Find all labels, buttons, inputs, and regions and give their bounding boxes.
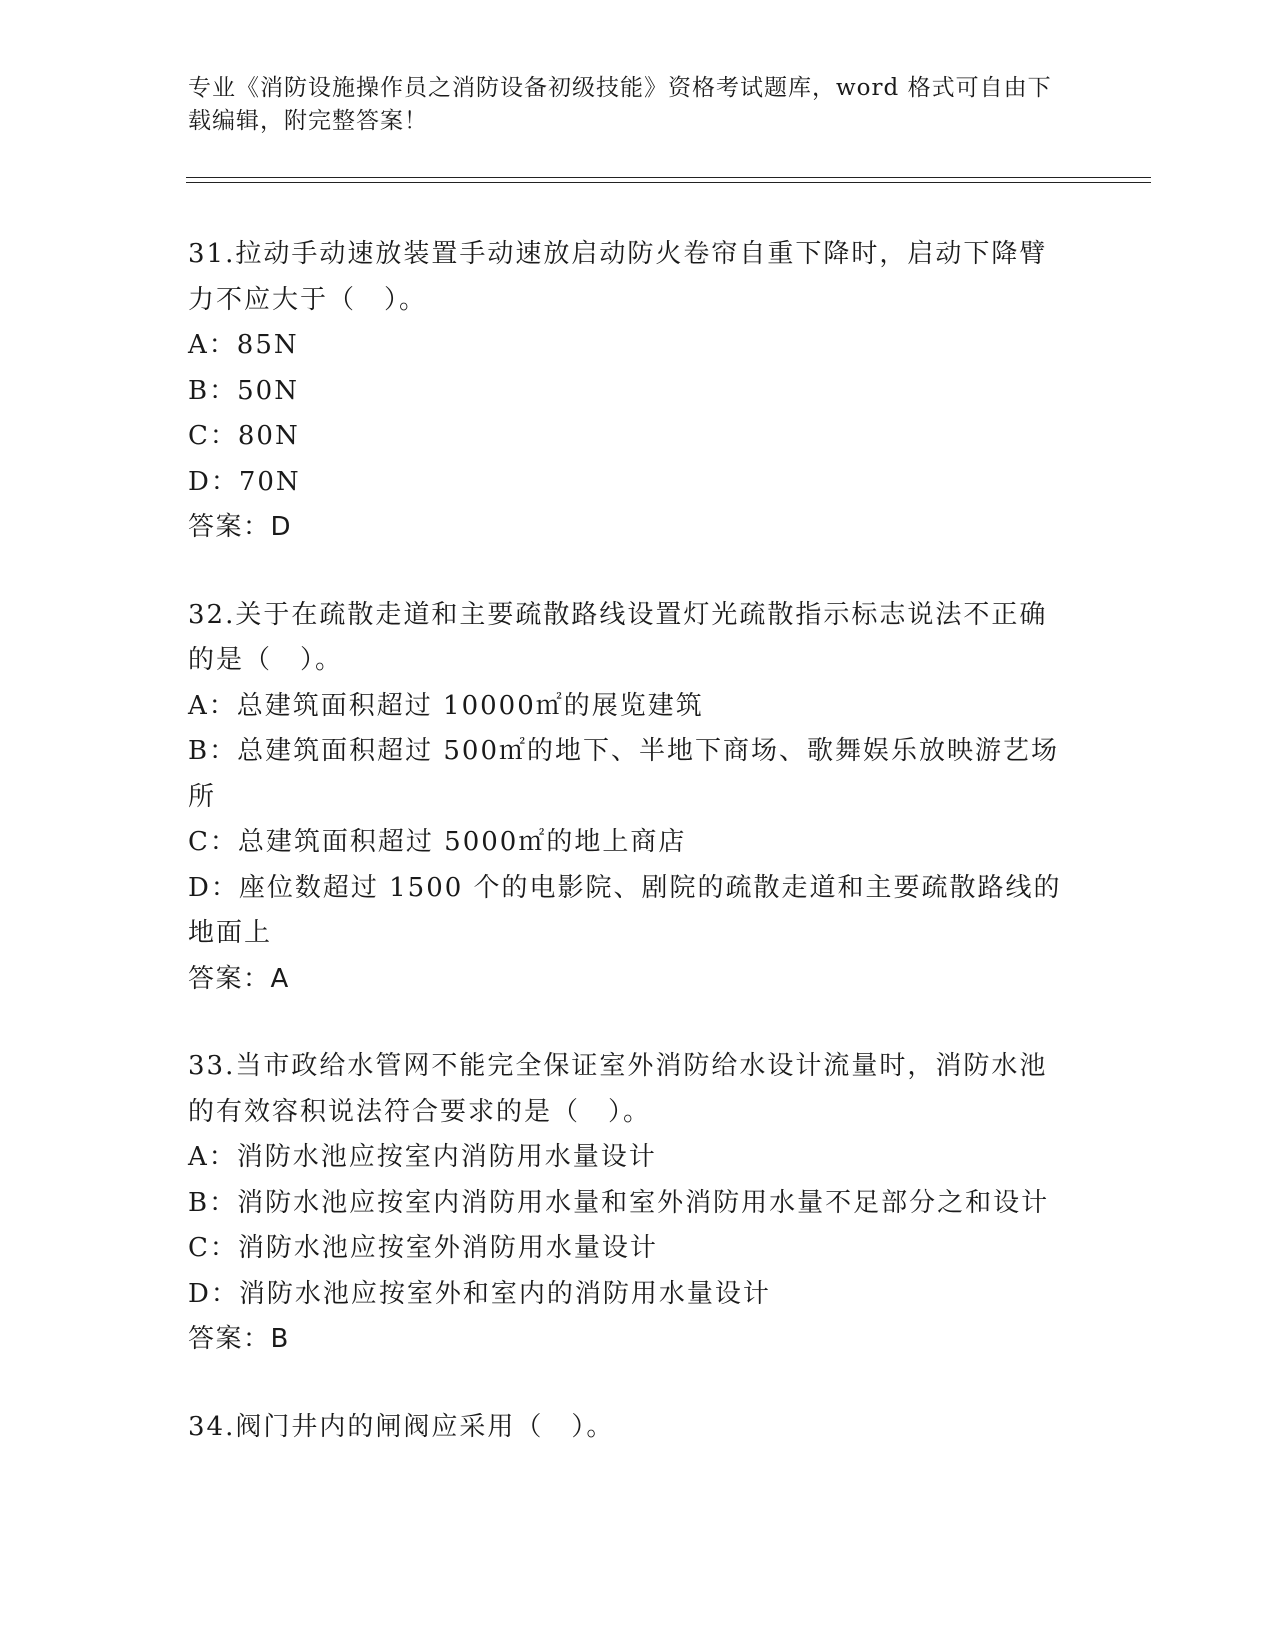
answer: 答案：B [188,1324,290,1354]
answer: 答案：A [188,963,290,994]
document-header: 专业《消防设施操作员之消防设备初级技能》资格考试题库，word 格式可自由下载编辑，附完整答案！ [188,75,1052,134]
option-d: D：消防水池应按室外和室内的消防用水量设计 [188,1278,771,1309]
question-text: 34.阀门井内的闸阀应采用（ ）。 [188,1411,615,1442]
option-a: A：总建筑面积超过 10000㎡的展览建筑 [188,690,704,721]
option-c: C：消防水池应按室外消防用水量设计 [188,1233,658,1263]
question-text: 33.当市政给水管网不能完全保证室外消防给水设计流量时，消防水池的有效容积说法符合要求的是（ ）。 [188,1051,1048,1127]
option-d: D：座位数超过 1500 个的电影院、剧院的疏散走道和主要疏散路线的地面上 [188,872,1062,948]
question-list [188,232,1068,1492]
question-text: 31.拉动手动速放装置手动速放启动防火卷帘自重下降时，启动下降臂力不应大于（ ）。 [188,239,1048,315]
question-33 [188,1044,1068,1363]
question-text: 32.关于在疏散走道和主要疏散路线设置灯光疏散指示标志说法不正确的是（ ）。 [188,599,1048,675]
option-b: B：消防水池应按室内消防用水量和室外消防用水量不足部分之和设计 [188,1187,1050,1218]
answer: 答案：D [188,512,293,542]
option-d: D：70N [188,466,301,497]
question-32 [188,593,1068,1003]
question-31 [188,232,1068,551]
header-divider-top [186,177,1151,178]
option-b: B：50N [188,375,299,406]
option-b: B：总建筑面积超过 500㎡的地下、半地下商场、歌舞娱乐放映游艺场所 [188,736,1059,812]
question-34 [188,1405,1068,1451]
header-divider-bottom [186,182,1151,183]
option-c: C：80N [188,421,300,451]
option-c: C：总建筑面积超过 5000㎡的地上商店 [188,827,687,857]
option-a: A：消防水池应按室内消防用水量设计 [188,1142,657,1172]
option-a: A：85N [188,330,299,360]
